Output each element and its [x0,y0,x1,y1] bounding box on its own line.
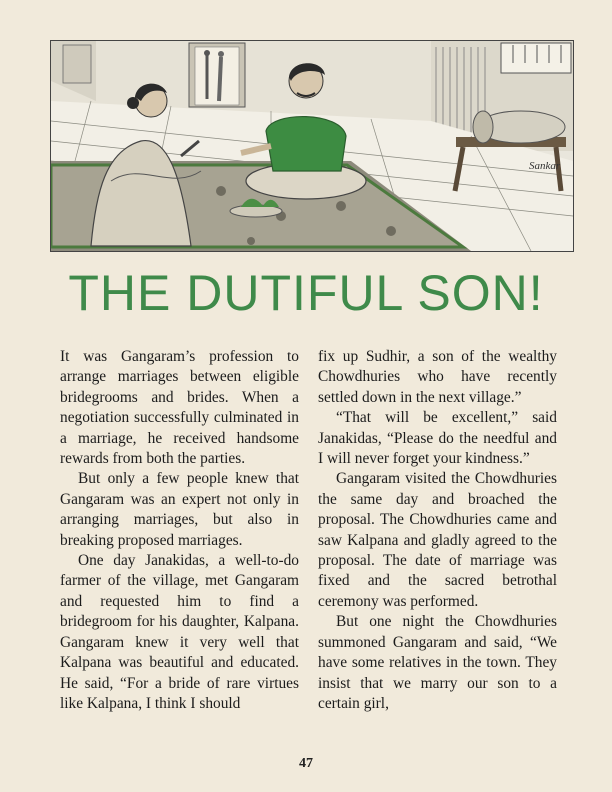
paragraph: One day Janakidas, a well-to-do farmer of the village, met Gangaram and requested him to find a bridegroom for his daughter, Kalpana. Gangaram knew it very well that Kalpana was beautiful and educated. He said, “For a bride of rare virtues like Kalpana, I think I should [60,552,299,712]
story-title: THE DUTIFUL SON! [68,265,544,321]
paragraph: But only a few people knew that Gangaram was an expert not only in arranging marriages, but also in breaking proposed marriages. [60,470,299,549]
page-number: 47 [299,756,313,771]
illustration-drawing [51,41,573,251]
paragraph: “That will be excellent,” said Janakidas, “Please do the needful and I will never forget your kindness.” [318,409,557,468]
paragraph: Gangaram visited the Chowdhuries the same day and broached the proposal. The Chowdhuries came and saw Kalpana and gladly agreed to the proposal. The date of marriage was fixed and the sacred betrothal ceremony was performed. [318,470,557,610]
paragraph: fix up Sudhir, a son of the wealthy Chowdhuries who have recently settled down in the next village.” [318,348,557,406]
right-text-column [318,347,557,714]
left-text-column [60,347,299,714]
illustrator-signature: Sankar [529,160,561,172]
paragraph: But one night the Chowdhuries summoned Gangaram and said, “We have some relatives in the town. They insist that we marry our son to a certain girl, [318,613,557,712]
paragraph: It was Gangaram’s profession to arrange marriages between eligible bridegrooms and brides. When a negotiation successfully culminated in a marriage, he received handsome rewards from both the parties. [60,348,299,468]
story-illustration [50,40,574,252]
